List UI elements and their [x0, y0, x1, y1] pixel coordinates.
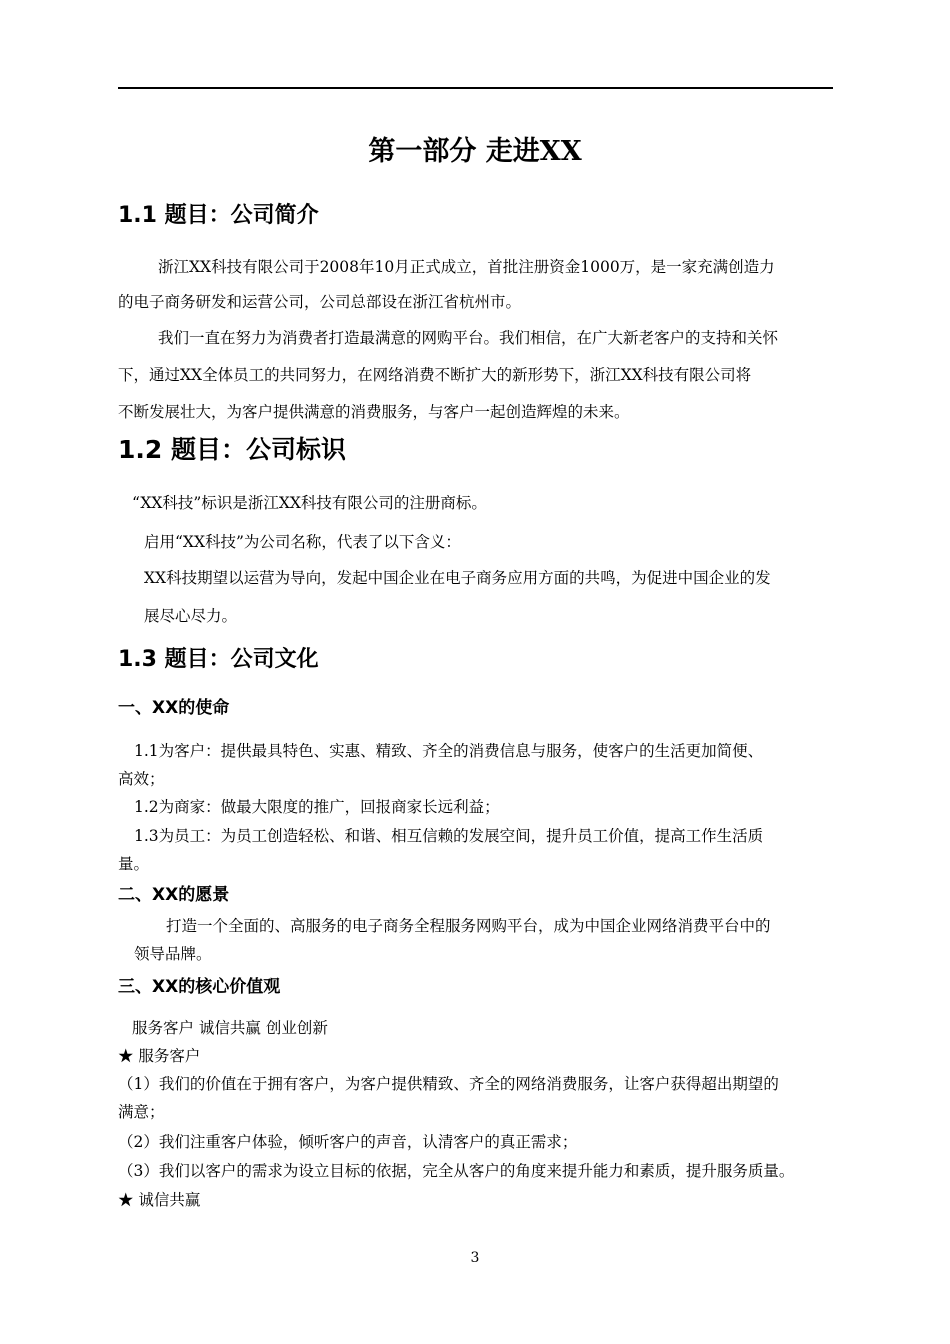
mission-line: 高效；	[118, 770, 165, 788]
paragraph-line: 展尽心尽力。	[144, 607, 238, 625]
paragraph-line: 下，通过XX全体员工的共同努力，在网络消费不断扩大的新形势下，浙江XX科技有限公司将	[118, 366, 752, 384]
values-heading: 三、XX的核心价值观	[118, 977, 281, 997]
values-line: （1）我们的价值在于拥有客户，为客户提供精致、齐全的网络消费服务，让客户获得超出期望的	[118, 1075, 779, 1093]
header-rule	[118, 87, 833, 89]
values-bullet: ★ 服务客户	[118, 1047, 201, 1065]
vision-heading: 二、XX的愿景	[118, 885, 230, 905]
paragraph-line: XX科技期望以运营为导向，发起中国企业在电子商务应用方面的共鸣，为促进中国企业的发	[144, 569, 771, 587]
paragraph-line: 的电子商务研发和运营公司，公司总部设在浙江省杭州市。	[118, 293, 522, 311]
section-heading-1-2: 1.2 题目：公司标识	[118, 435, 346, 464]
mission-line: 1.1为客户：提供最具特色、实惠、精致、齐全的消费信息与服务，使客户的生活更加简便、	[134, 742, 764, 760]
values-line: 服务客户 诚信共赢 创业创新	[132, 1019, 328, 1037]
values-line: （3）我们以客户的需求为设立目标的依据，完全从客户的角度来提升能力和素质，提升服务质量。	[118, 1162, 795, 1180]
mission-heading: 一、XX的使命	[118, 698, 230, 718]
values-bullet: ★ 诚信共赢	[118, 1191, 201, 1209]
paragraph-line: 浙江XX科技有限公司于2008年10月正式成立，首批注册资金1000万，是一家充满创造力	[158, 258, 775, 276]
values-line: （2）我们注重客户体验，倾听客户的声音，认清客户的真正需求；	[118, 1133, 578, 1151]
mission-line: 1.2为商家：做最大限度的推广，回报商家长远利益；	[134, 798, 500, 816]
vision-line: 领导品牌。	[134, 945, 212, 963]
vision-line: 打造一个全面的、高服务的电子商务全程服务网购平台，成为中国企业网络消费平台中的	[166, 917, 771, 935]
mission-line: 1.3为员工：为员工创造轻松、和谐、相互信赖的发展空间，提升员工价值，提高工作生活质	[134, 827, 764, 845]
paragraph-line: “XX科技”标识是浙江XX科技有限公司的注册商标。	[132, 494, 487, 512]
section-heading-1-1: 1.1 题目：公司简介	[118, 203, 319, 228]
values-line: 满意；	[118, 1103, 165, 1121]
mission-line: 量。	[118, 855, 150, 873]
paragraph-line: 不断发展壮大，为客户提供满意的消费服务，与客户一起创造辉煌的未来。	[118, 403, 630, 421]
section-heading-1-3: 1.3 题目：公司文化	[118, 647, 319, 672]
part-title: 第一部分 走进XX	[368, 136, 582, 167]
paragraph-line: 启用“XX科技”为公司名称，代表了以下含义：	[144, 533, 461, 551]
paragraph-line: 我们一直在努力为消费者打造最满意的网购平台。我们相信，在广大新老客户的支持和关怀	[158, 329, 779, 347]
page-number: 3	[470, 1250, 480, 1266]
